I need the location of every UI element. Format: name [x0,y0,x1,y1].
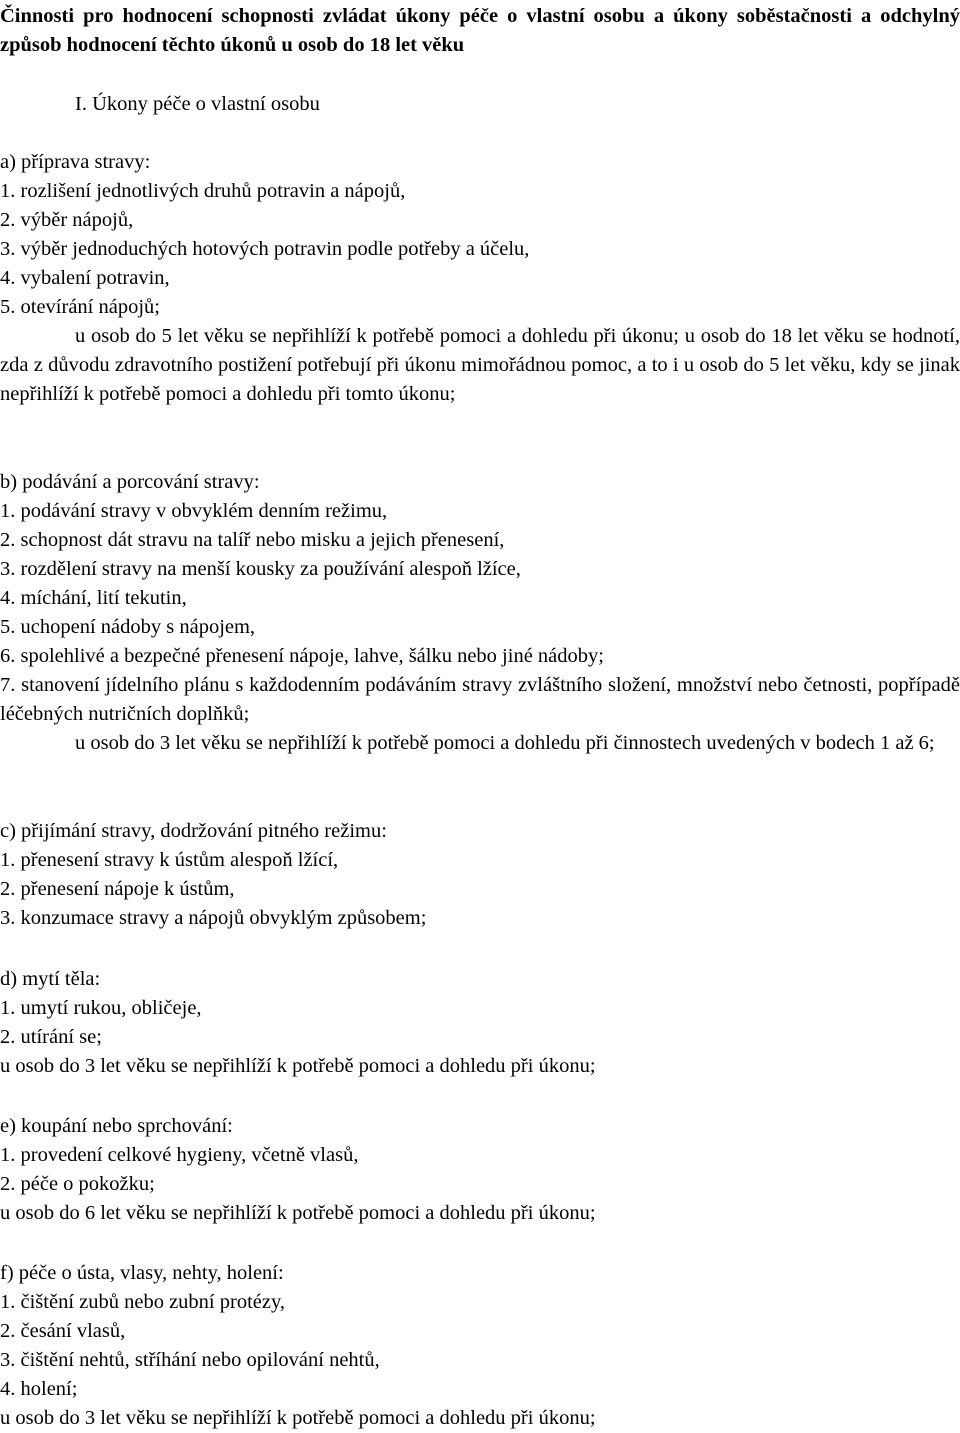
list-item: 2. výběr nápojů, [0,209,134,231]
document-title: Činnosti pro hodnocení schopnosti zvládat úkony péče o vlastní osobu a úkony soběstačnosti a odchylný způsob hodnocení těchto úkonů u osob do 18 let věku [0,5,960,56]
list-item: 3. čištění nehtů, stříhání nebo opilování nehtů, [0,1349,380,1371]
list-item: 3. rozdělení stravy na menší kousky za používání alespoň lžíce, [0,558,521,580]
section-f [0,1259,960,1433]
section-heading: b) podávání a porcování stravy: [0,471,260,493]
list-item: 1. přenesení stravy k ústům alespoň lžící, [0,849,339,871]
list-item: 3. výběr jednoduchých hotových potravin podle potřeby a účelu, [0,238,530,260]
list-item: 5. uchopení nádoby s nápojem, [0,616,256,638]
list-item: 1. rozlišení jednotlivých druhů potravin a nápojů, [0,180,406,202]
section-heading: c) přijímání stravy, dodržování pitného režimu: [0,820,387,842]
list-item: 2. péče o pokožku; [0,1173,155,1195]
list-item: 5. otevírání nápojů; [0,296,160,318]
section-d [0,965,960,1081]
list-item: 4. vybalení potravin, [0,267,170,289]
section-b [0,468,960,758]
section-heading: f) péče o ústa, vlasy, nehty, holení: [0,1262,284,1284]
section-note: u osob do 6 let věku se nepřihlíží k potřebě pomoci a dohledu při úkonu; [0,1202,596,1224]
list-item: 2. přenesení nápoje k ústům, [0,878,235,900]
section-heading: a) příprava stravy: [0,151,151,173]
list-item: 2. schopnost dát stravu na talíř nebo misku a jejich přenesení, [0,529,505,551]
section-note: u osob do 3 let věku se nepřihlíží k potřebě pomoci a dohledu při úkonu; [0,1407,596,1429]
list-item: 4. míchání, lití tekutin, [0,587,187,609]
section-note: u osob do 5 let věku se nepřihlíží k potřebě pomoci a dohledu při úkonu; u osob do 18 let věku se hodnotí, zda z důvodu zdravotního postižení potřebují při úkonu mimořádnou pomoc, a to i u osob do 5 let věku, kdy se jinak nepřihlíží k potřebě pomoci a dohledu při tomto úkonu; [0,325,960,405]
section-e [0,1112,960,1228]
list-item: 1. čištění zubů nebo zubní protézy, [0,1291,286,1313]
section-heading: d) mytí těla: [0,968,101,990]
list-item: 1. provedení celkové hygieny, včetně vlasů, [0,1144,359,1166]
section-c [0,817,960,933]
list-item: 7. stanovení jídelního plánu s každodenním podáváním stravy zvláštního složení, množství nebo četnosti, popřípadě léčebných nutričních doplňků; [0,674,960,725]
section-a [0,148,960,409]
list-item: 2. utírání se; [0,1026,102,1048]
list-item: 1. podávání stravy v obvyklém denním režimu, [0,500,388,522]
section-note: u osob do 3 let věku se nepřihlíží k potřebě pomoci a dohledu při úkonu; [0,1055,596,1077]
list-item: 4. holení; [0,1378,78,1400]
list-item: 3. konzumace stravy a nápojů obvyklým způsobem; [0,907,427,929]
list-item: 6. spolehlivé a bezpečné přenesení nápoje, lahve, šálku nebo jiné nádoby; [0,645,604,667]
part-heading: I. Úkony péče o vlastní osobu [75,93,320,115]
section-note: u osob do 3 let věku se nepřihlíží k potřebě pomoci a dohledu při činnostech uvedených v bodech 1 až 6; [75,732,935,754]
list-item: 2. česání vlasů, [0,1320,126,1342]
section-heading: e) koupání nebo sprchování: [0,1115,233,1137]
list-item: 1. umytí rukou, obličeje, [0,997,202,1019]
document-page [0,2,960,1429]
